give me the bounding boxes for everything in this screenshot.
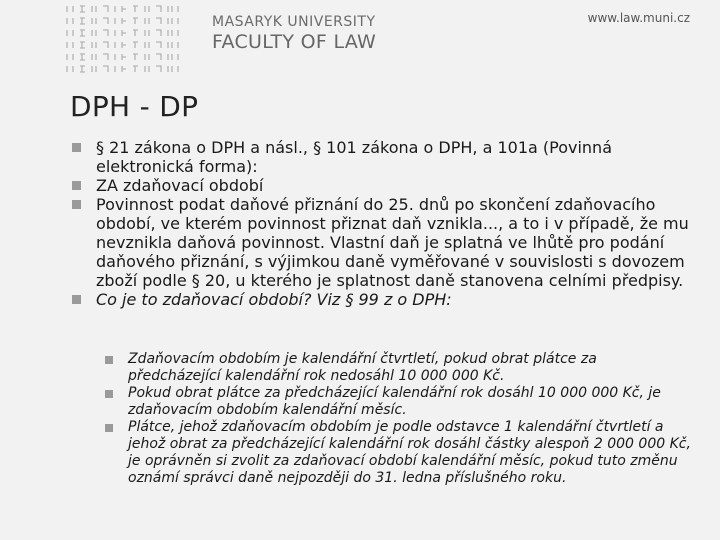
- bullet-list: [72, 138, 692, 309]
- bullet-text: Co je to zdaňovací období? Viz § 99 z o DPH:: [96, 290, 452, 309]
- bullet-square-icon: [72, 295, 81, 304]
- bullet-text: § 21 zákona o DPH a násl., § 101 zákona o DPH, a 101a (Povinná elektronická forma):: [96, 138, 612, 176]
- bullet-item: [72, 290, 692, 309]
- sub-bullet-text: Zdaňovacím obdobím je kalendářní čtvrtletí, pokud obrat plátce za předcházející kalendářní rok nedosáhl 10 000 000 Kč.: [128, 351, 597, 384]
- university-name: MASARYK UNIVERSITY: [212, 14, 376, 30]
- bullet-square-icon: [105, 424, 113, 432]
- bullet-item: [72, 195, 692, 290]
- bullet-text: Povinnost podat daňové přiznání do 25. dnů po skončení zdaňovacího období, ve kterém povinnost přiznat daň vznikla..., a to i v případě, že mu nevznikla daňová povinnost. Vlastní daň je splatná ve lhůtě pro podání daňového přiznání, s výjimkou daně vyměřované v souvislosti s dovozem zboží podle § 20, u kterého je splatnost daně stanovena celními předpisy.: [96, 195, 689, 290]
- sub-bullet-item: [72, 351, 692, 385]
- faculty-pattern-logo: [64, 2, 182, 74]
- bullet-square-icon: [72, 181, 81, 190]
- sub-bullet-item: [72, 385, 692, 419]
- website-url[interactable]: www.law.muni.cz: [587, 11, 690, 25]
- sub-bullet-list: [72, 351, 692, 487]
- sub-bullet-item: [72, 419, 692, 487]
- slide-title: DPH - DP: [70, 90, 199, 123]
- sub-bullet-text: Pokud obrat plátce za předcházející kalendářní rok dosáhl 10 000 000 Kč, je zdaňovacím obdobím kalendářní měsíc.: [128, 385, 661, 418]
- bullet-square-icon: [105, 390, 113, 398]
- bullet-square-icon: [105, 356, 113, 364]
- bullet-item: [72, 138, 692, 176]
- bullet-square-icon: [72, 200, 81, 209]
- bullet-item: [72, 176, 692, 195]
- sub-bullet-text: Plátce, jehož zdaňovacím obdobím je podle odstavce 1 kalendářní čtvrtletí a jehož obrat za předcházející kalendářní rok dosáhl částky alespoň 2 000 000 Kč, je oprávněn si zvolit za zdaňovací období kalendářní měsíc, pokud tuto změnu oznámí správci daně nejpozději do 31. ledna příslušného roku.: [128, 419, 691, 486]
- faculty-name: FACULTY OF LAW: [212, 31, 377, 53]
- bullet-text: ZA zdaňovací období: [96, 176, 264, 195]
- bullet-square-icon: [72, 143, 81, 152]
